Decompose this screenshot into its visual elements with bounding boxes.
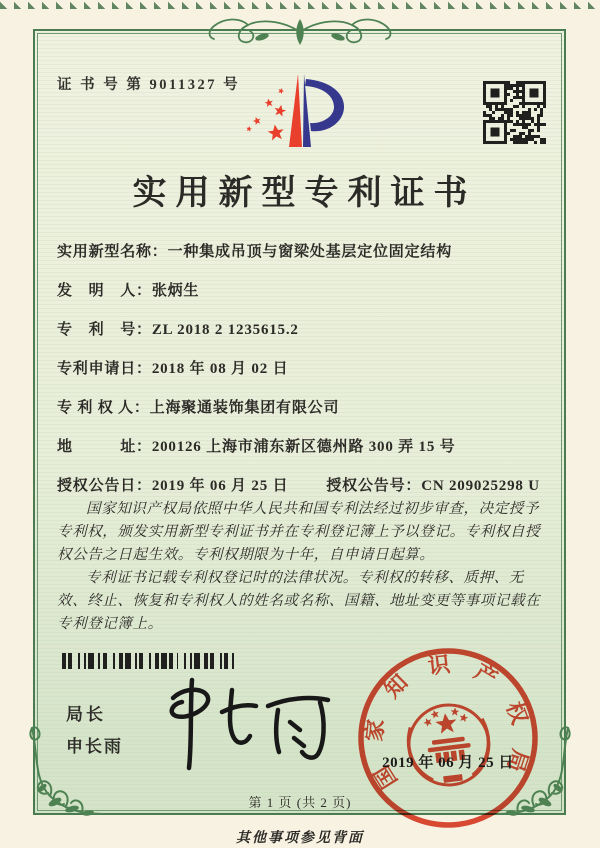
field-label: 专利申请日： <box>57 361 152 377</box>
certificate-number: 证 书 号 第 9011327 号 <box>57 77 241 93</box>
field-value: 一种集成吊顶与窗梁处基层定位固定结构 <box>167 244 453 260</box>
field-label: 地 址： <box>57 439 152 455</box>
svg-text:国: 国 <box>369 760 403 793</box>
issue-date: 2019 年 06 月 25 日 <box>382 755 514 771</box>
svg-text:权: 权 <box>501 698 533 728</box>
field-value: 张炳生 <box>151 283 200 299</box>
field-label: 专 利 号： <box>57 322 152 338</box>
field-inventor <box>57 279 549 303</box>
svg-text:识: 识 <box>426 651 452 679</box>
field-label: 实用新型名称： <box>57 244 168 260</box>
field-value: 上海聚通装饰集团有限公司 <box>149 400 340 416</box>
page-number: 第 1 页 (共 2 页) <box>248 795 352 810</box>
folder-serrated-edge <box>0 0 600 9</box>
field-address <box>57 435 549 459</box>
field-value: 2018 年 08 月 02 日 <box>151 361 289 377</box>
director-title-label: 局长 <box>66 705 106 724</box>
grant-number-value: CN 209025298 U <box>421 478 540 494</box>
grant-number-label: 授权公告号： <box>326 478 422 494</box>
field-filing-date <box>57 357 549 381</box>
field-utility-model-name <box>57 240 549 264</box>
field-value: 200126 上海市浦东新区德州路 300 弄 15 号 <box>151 439 456 455</box>
footer-note: 其他事项参见背面 <box>236 831 364 846</box>
svg-text:产: 产 <box>469 658 502 692</box>
grant-date-value: 2019 年 06 月 25 日 <box>151 478 289 494</box>
legal-paragraph-2: 专利证书记载专利权登记时的法律状况。专利权的转移、质押、无效、终止、恢复和专利权人的姓名或名称、国籍、地址变更等事项记载在专利登记簿上。 <box>57 569 541 632</box>
legal-paragraphs <box>57 498 547 635</box>
certificate-title: 实用新型专利证书 <box>132 175 477 212</box>
director-signature <box>148 676 343 772</box>
qr-code <box>483 81 546 144</box>
svg-text:局: 局 <box>502 746 534 776</box>
field-value: ZL 2018 2 1235615.2 <box>151 322 299 338</box>
director-name-label: 申长雨 <box>66 737 123 756</box>
national-emblem <box>404 700 493 789</box>
field-label: 发 明 人： <box>57 283 152 299</box>
legal-paragraph-1: 国家知识产权局依照中华人民共和国专利法经过初步审查，决定授予专利权，颁发实用新型专利证书并在专利登记簿上予以登记。专利权自授权公告之日起生效。专利权期限为十年，自申请日起算。 <box>57 501 541 563</box>
certificate-fields <box>57 240 549 513</box>
barcode <box>62 653 234 669</box>
svg-text:知: 知 <box>379 669 413 703</box>
grant-date-label: 授权公告日： <box>57 478 152 494</box>
field-patentee <box>57 396 549 420</box>
svg-text:家: 家 <box>361 718 389 743</box>
field-patent-number <box>57 318 549 342</box>
field-grant-announcement <box>57 474 549 498</box>
field-label: 专 利 权 人： <box>57 400 150 416</box>
